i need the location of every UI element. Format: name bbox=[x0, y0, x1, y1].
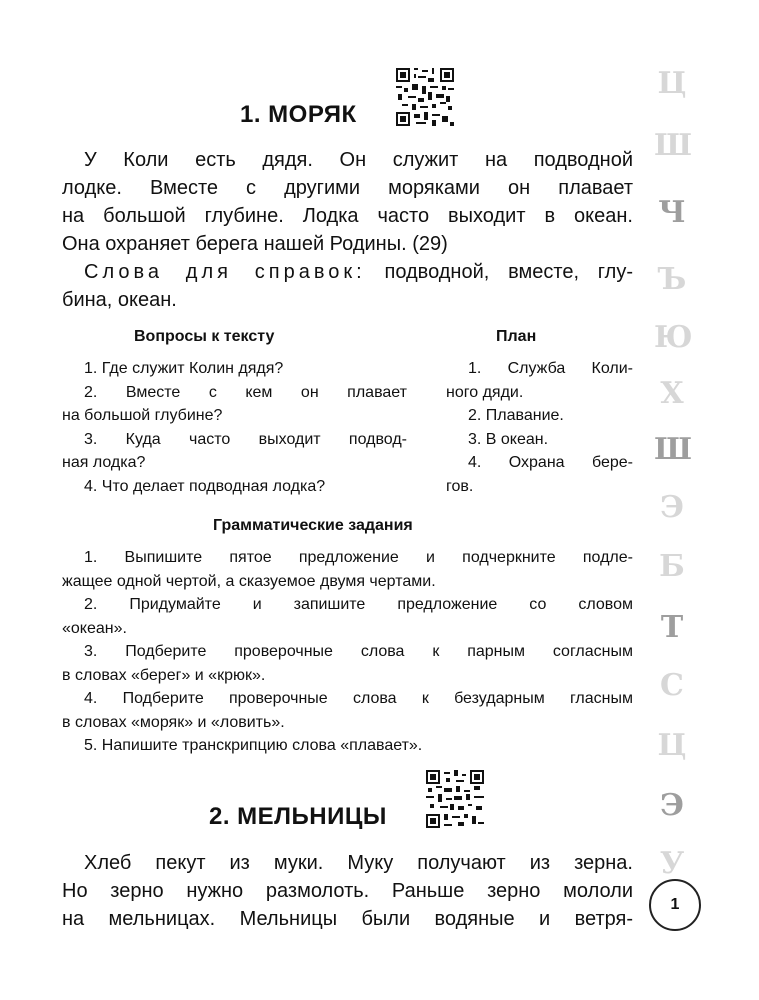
grammar-line: в словах «берег» и «крюк». bbox=[62, 666, 266, 684]
question-line: 4. Что делает подводная лодка? bbox=[84, 477, 326, 495]
side-letter: Т bbox=[660, 610, 684, 645]
text-line: на мельницах. Мельницы были водяные и ветря- bbox=[62, 908, 633, 930]
side-letter: Ц bbox=[657, 728, 687, 763]
questions-list bbox=[62, 357, 407, 498]
plan-list bbox=[446, 357, 633, 498]
grammar-line: «океан». bbox=[62, 619, 127, 637]
story-1-title: 1. МОРЯК bbox=[240, 101, 357, 128]
plan-line: ного дяди. bbox=[446, 383, 524, 401]
text-line: на большой глубине. Лодка часто выходит в океан. bbox=[62, 205, 633, 227]
grammar-line: жащее одной чертой, а сказуемое двумя чертами. bbox=[62, 572, 436, 590]
question-line: 1. Где служит Колин дядя? bbox=[84, 360, 284, 377]
side-letter: Ш bbox=[654, 432, 693, 467]
question-line: ная лодка? bbox=[62, 454, 146, 471]
grammar-line: 3. Подберите проверочные слова к парным согласным bbox=[84, 643, 633, 660]
page-number: 1 bbox=[649, 879, 701, 931]
side-letter: Э bbox=[660, 788, 684, 823]
reference-words-list: подводной, вместе, глу- bbox=[384, 261, 633, 283]
plan-line: 1. Служба Коли- bbox=[468, 360, 633, 377]
side-letter: Х bbox=[660, 376, 684, 411]
side-letter: Ц bbox=[657, 66, 687, 101]
text-line bbox=[62, 258, 633, 286]
side-letter: Б bbox=[659, 549, 685, 584]
plan-line: 4. Охрана бере- bbox=[468, 454, 633, 471]
question-line: 2. Вместе с кем он плавает bbox=[84, 383, 407, 401]
text-line: Она охраняет берега нашей Родины. (29) bbox=[62, 233, 448, 255]
reference-words bbox=[62, 258, 633, 314]
text-line: У Коли есть дядя. Он служит на подводной bbox=[84, 149, 633, 171]
grammar-list bbox=[62, 546, 633, 758]
story-2-title: 2. МЕЛЬНИЦЫ bbox=[209, 803, 387, 830]
grammar-line: в словах «моряк» и «ловить». bbox=[62, 713, 285, 731]
story-1-text bbox=[62, 146, 633, 258]
text-line: Но зерно нужно размолоть. Раньше зерно мололи bbox=[62, 880, 633, 902]
question-line: 3. Куда часто выходит подвод- bbox=[84, 430, 407, 448]
side-letter: Ю bbox=[654, 320, 693, 355]
side-letter: У bbox=[659, 846, 685, 881]
qr-code-1-icon bbox=[396, 68, 454, 126]
plan-heading: План bbox=[496, 328, 537, 345]
grammar-line: 1. Выпишите пятое предложение и подчеркните подле- bbox=[84, 549, 633, 566]
story-2-text bbox=[62, 849, 633, 933]
text-line: Хлеб пекут из муки. Муку получают из зерна. bbox=[84, 852, 633, 874]
plan-line: 3. В океан. bbox=[468, 430, 549, 448]
plan-line: 2. Плавание. bbox=[468, 407, 564, 424]
plan-line: гов. bbox=[446, 477, 474, 495]
question-line: на большой глубине? bbox=[62, 407, 223, 424]
side-letter: Ч bbox=[658, 195, 686, 230]
qr-code-2-icon bbox=[426, 770, 484, 828]
side-letter: Э bbox=[660, 490, 684, 525]
side-letter: Ш bbox=[654, 128, 693, 163]
side-letter: С bbox=[660, 668, 684, 703]
text-line: бина, океан. bbox=[62, 289, 177, 311]
grammar-heading: Грамматические задания bbox=[213, 517, 413, 534]
text-line: лодке. Вместе с другими моряками он плавает bbox=[62, 177, 633, 199]
questions-heading: Вопросы к тексту bbox=[134, 328, 275, 345]
side-letter: Ъ bbox=[657, 262, 687, 297]
grammar-line: 4. Подберите проверочные слова к безударным гласным bbox=[84, 690, 633, 707]
grammar-line: 2. Придумайте и запишите предложение со словом bbox=[84, 596, 633, 613]
grammar-line: 5. Напишите транскрипцию слова «плавает». bbox=[84, 737, 423, 754]
reference-words-label: Слова для справок: bbox=[84, 261, 366, 283]
